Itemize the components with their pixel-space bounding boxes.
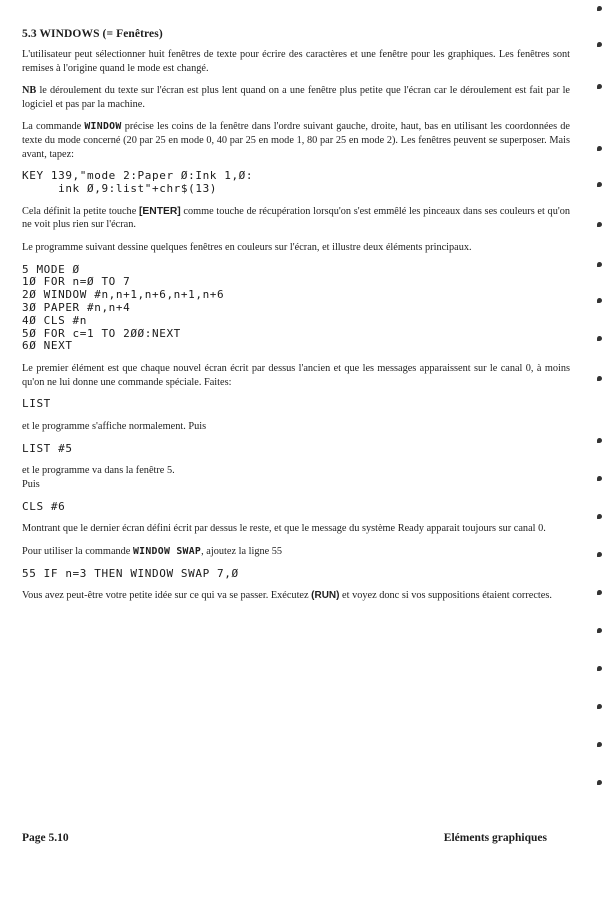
edge-mark [597, 514, 602, 519]
footer-page-number: Page 5.10 [22, 832, 69, 844]
text-fragment: et voyez donc si vos suppositions étaient correctes. [339, 590, 552, 602]
paragraph-window-5 [22, 464, 570, 491]
edge-mark [597, 590, 602, 595]
edge-mark [597, 146, 602, 151]
edge-mark [597, 552, 602, 557]
code-line-55: 55 IF n=3 THEN WINDOW SWAP 7,Ø [22, 566, 239, 580]
edge-mark [597, 476, 602, 481]
edge-mark [597, 666, 602, 671]
edge-mark [597, 336, 602, 341]
text-fragment: comme touche de récupération lorsqu'on s'est emmêlé les pinceaux dans ses couleurs et qu'on ne voit plus rien sur l'écran. [22, 205, 570, 231]
edge-mark [597, 6, 602, 11]
edge-mark [597, 742, 602, 747]
nb-label: NB [22, 85, 37, 97]
text-fragment: Puis [22, 479, 40, 491]
edge-mark [597, 222, 602, 227]
edge-mark [597, 704, 602, 709]
edge-mark [597, 628, 602, 633]
text-fragment: Pour utiliser la commande [22, 546, 133, 558]
code-key-definition: KEY 139,"mode 2:Paper Ø:Ink 1,Ø: ink Ø,9:list"+chr$(13) [22, 169, 254, 195]
page-content [22, 28, 570, 612]
edge-mark [597, 780, 602, 785]
paragraph-enter-key [22, 205, 570, 232]
footer-chapter-title: Eléments graphiques [443, 832, 547, 844]
edge-mark [597, 298, 602, 303]
edge-mark [597, 84, 602, 89]
text-fragment: et le programme va dans la fenêtre 5. [22, 465, 175, 477]
paragraph-window-command [22, 120, 570, 161]
text-fragment: , ajoutez la ligne 55 [201, 546, 283, 558]
code-list-5: LIST #5 [22, 441, 73, 455]
code-cls-6: CLS #6 [22, 499, 66, 513]
keyword-window: WINDOW [84, 121, 122, 133]
edge-mark [597, 42, 602, 47]
text-fragment: Cela définit la petite touche [22, 205, 139, 217]
edge-mark [597, 376, 602, 381]
paragraph-ready-message: Montrant que le dernier écran défini écrit par dessus le reste, et que le message du système Ready apparait toujours sur canal 0. [22, 523, 546, 535]
paragraph-program-intro: Le programme suivant dessine quelques fenêtres en couleurs sur l'écran, et illustre deux éléments principaux. [22, 241, 472, 253]
edge-mark [597, 438, 602, 443]
text-fragment: Vous avez peut-être votre petite idée sur ce qui va se passer. Exécutez [22, 590, 312, 602]
paragraph-list-result: et le programme s'affiche normalement. Puis [22, 421, 207, 433]
text-fragment: La commande [22, 121, 85, 133]
edge-mark [597, 182, 602, 187]
paragraph-run [22, 589, 570, 603]
code-list: LIST [22, 397, 51, 411]
paragraph-window-swap [22, 545, 570, 559]
section-heading: 5.3 WINDOWS (= Fenêtres) [22, 28, 163, 40]
binding-edge-marks [587, 0, 605, 900]
code-program: 5 MODE Ø 1Ø FOR n=Ø TO 7 2Ø WINDOW #n,n+1,n+6,n+1,n+6 3Ø PAPER #n,n+4 4Ø CLS #n 5Ø FOR c=1 TO 2ØØ:NEXT 6Ø NEXT [22, 262, 225, 353]
text-fragment: précise les coins de la fenêtre dans l'ordre suivant gauche, droite, haut, bas en utilisant les coordonnées de texte du mode concerné (20 par 25 en mode 0, 40 par 25 en mode 1, 80 par 25 en mode 2). Les fenêtres peuvent se superposer. Mais avant, tapez: [22, 121, 570, 160]
paragraph-intro: L'utilisateur peut sélectionner huit fenêtres de texte pour écrire des caractères et une fenêtre pour les graphiques. Les fenêtres sont remises à l'origine quand le mode est changé. [22, 49, 570, 74]
edge-mark [597, 262, 602, 267]
nb-text: le déroulement du texte sur l'écran est plus lent quand on a une fenêtre plus petite que l'écran car le déroulement est fait par le logiciel et pas par la machine. [22, 85, 570, 110]
enter-key-label: [ENTER] [138, 205, 181, 217]
paragraph-nb [22, 84, 570, 111]
keyword-window-swap: WINDOW SWAP [132, 546, 202, 558]
paragraph-first-element: Le premier élément est que chaque nouvel écran écrit par dessus l'ancien et que les messages apparaissent sur le canal 0, à moins qu'on ne lui donne une commande spéciale. Faites: [22, 363, 570, 388]
run-key-label: (RUN) [311, 590, 340, 602]
